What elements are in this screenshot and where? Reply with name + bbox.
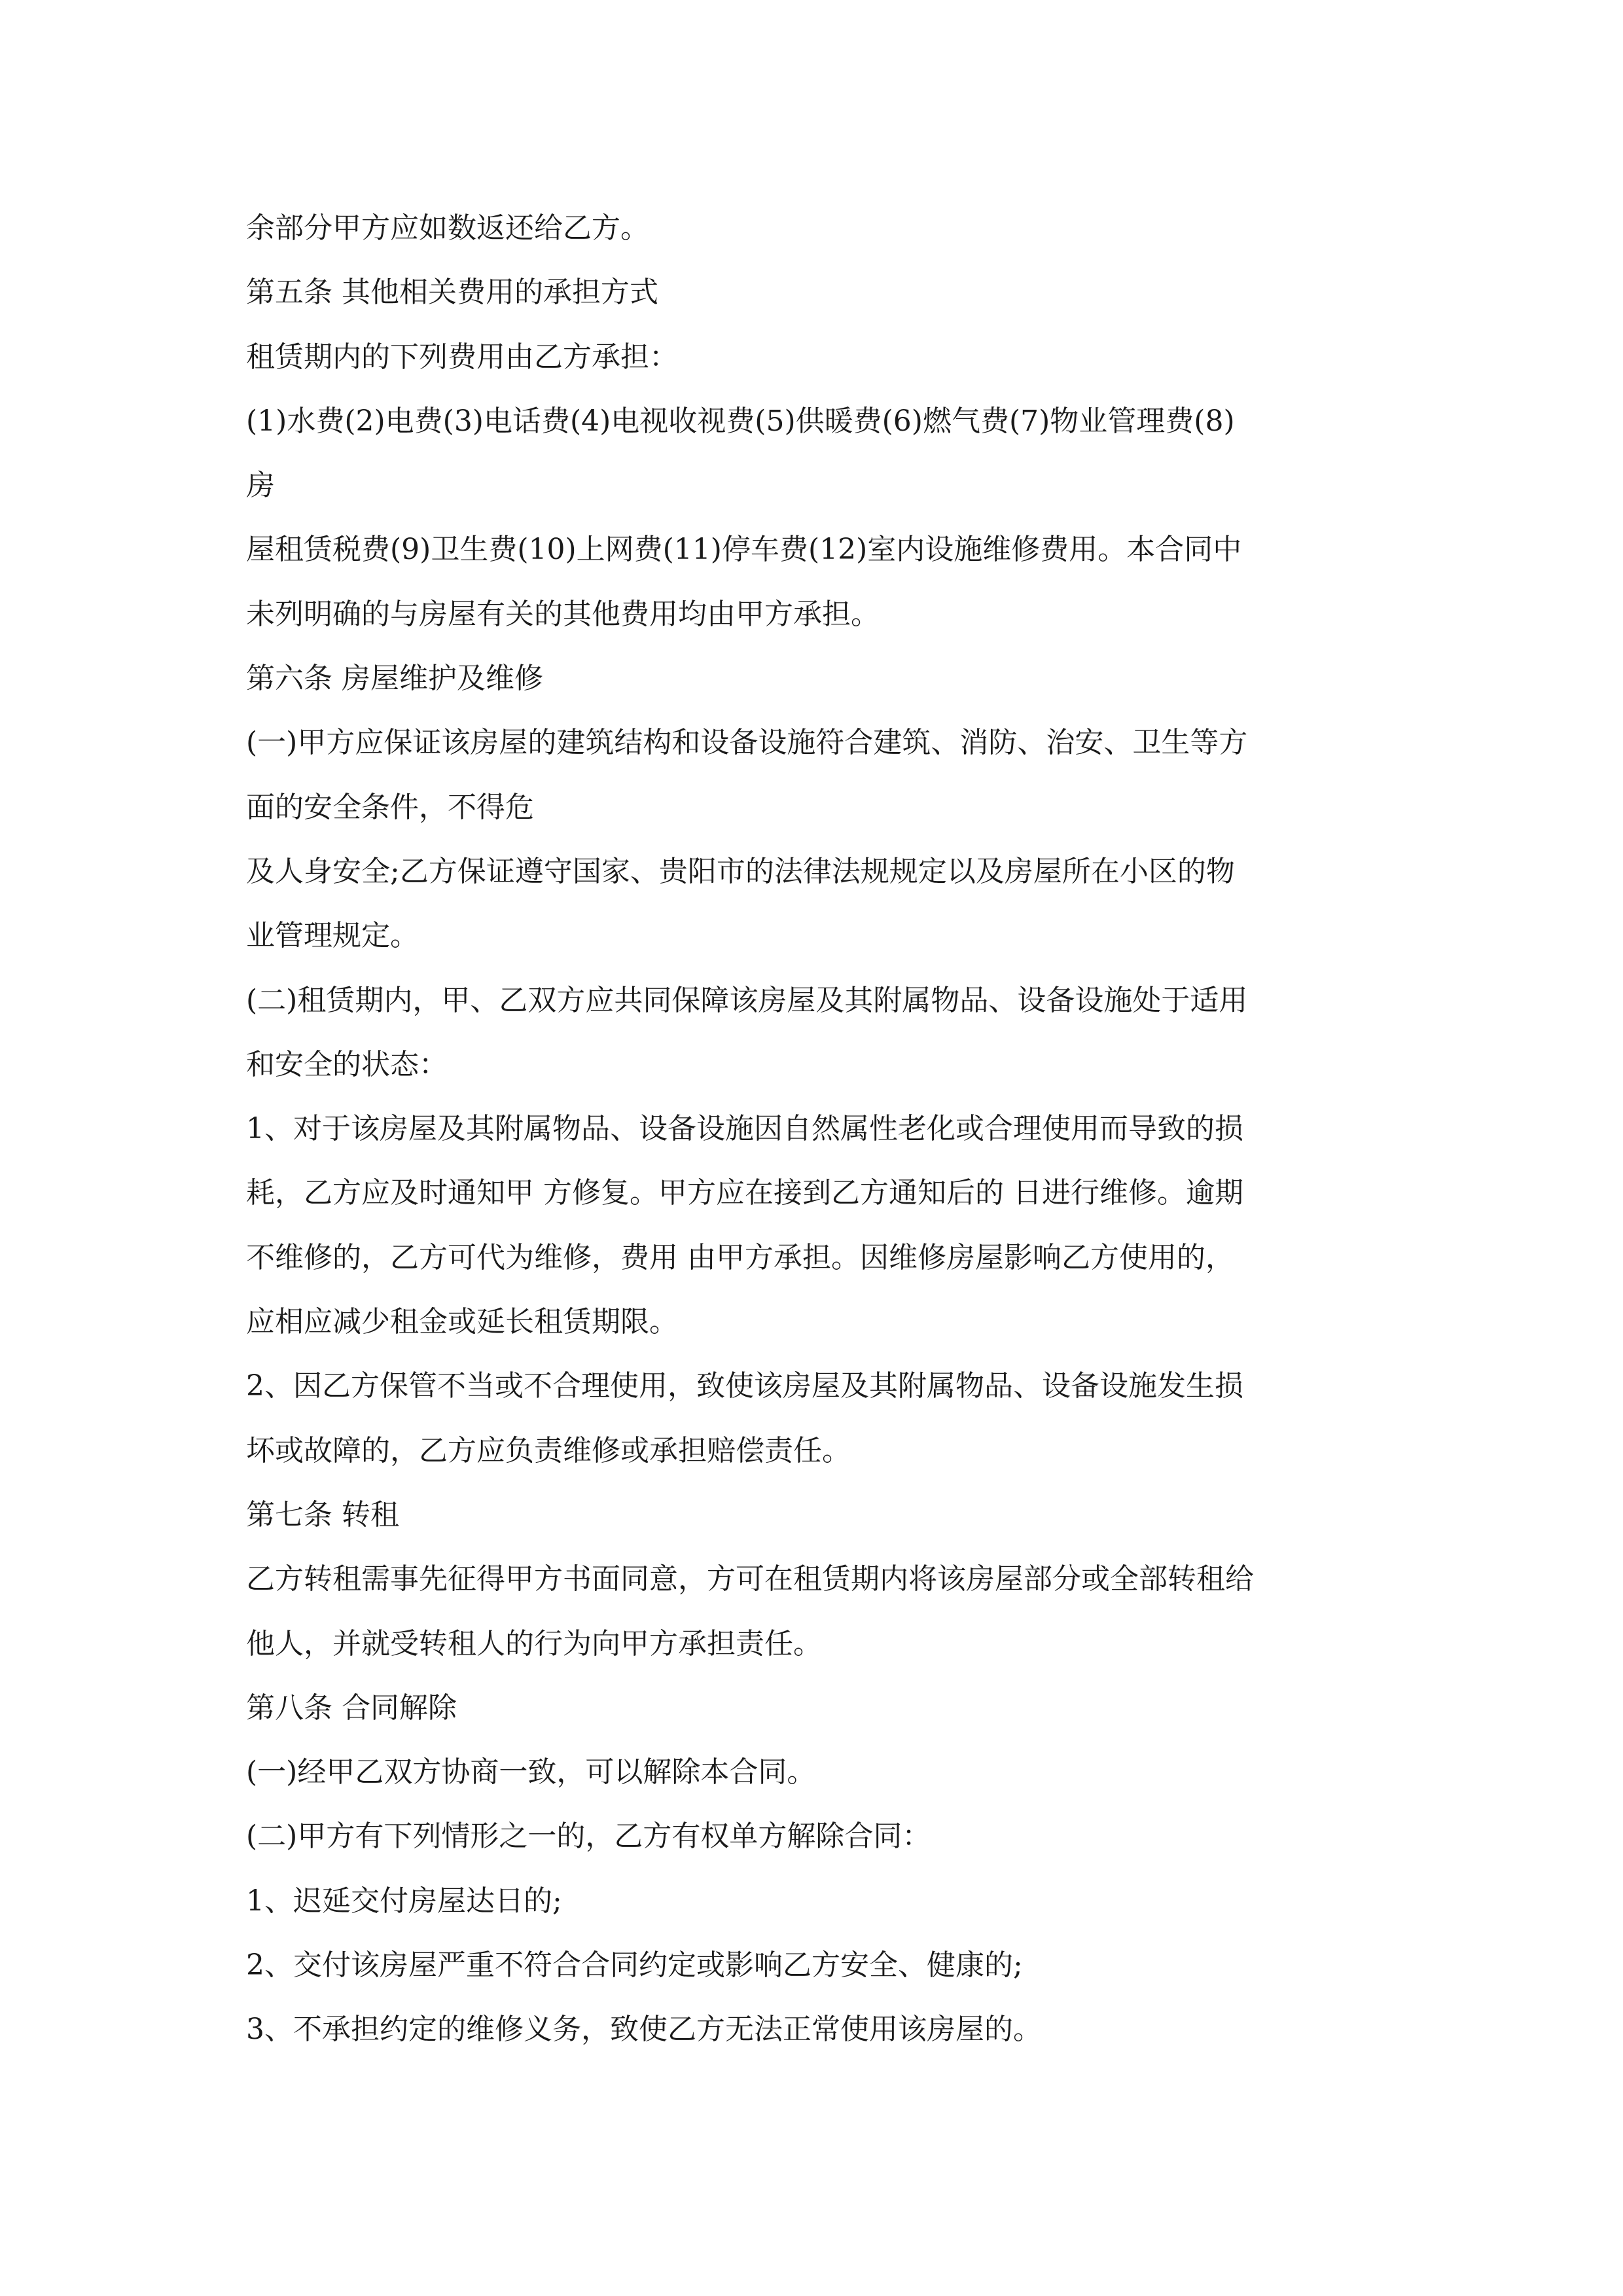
text-line: 未列明确的与房屋有关的其他费用均由甲方承担。	[246, 597, 880, 631]
text-line: 3、不承担约定的维修义务，致使乙方无法正常使用该房屋的。	[246, 2013, 1042, 2047]
text-line: (1)水费(2)电费(3)电话费(4)电视收视费(5)供暖费(6)燃气费(7)物业管理费(8)	[246, 404, 1235, 438]
section-heading: 第五条 其他相关费用的承担方式	[246, 276, 658, 310]
text-line: 余部分甲方应如数返还给乙方。	[246, 211, 649, 245]
text-line: 1、迟延交付房屋达日的;	[246, 1884, 562, 1918]
text-line: 房	[246, 469, 275, 503]
text-line: 屋租赁税费(9)卫生费(10)上网费(11)停车费(12)室内设施维修费用。本合同中	[246, 533, 1242, 567]
section-heading: 第六条 房屋维护及维修	[246, 662, 543, 696]
document-body	[246, 196, 1398, 2062]
text-line: 租赁期内的下列费用由乙方承担：	[246, 340, 678, 374]
text-line: (一)甲方应保证该房屋的建筑结构和设备设施符合建筑、消防、治安、卫生等方	[246, 726, 1248, 760]
text-line: 面的安全条件，不得危	[246, 790, 534, 824]
text-line: (二)租赁期内，甲、乙双方应共同保障该房屋及其附属物品、设备设施处于适用	[246, 983, 1248, 1017]
text-line: 坏或故障的，乙方应负责维修或承担赔偿责任。	[246, 1433, 851, 1467]
text-line: 不维修的，乙方可代为维修，费用 由甲方承担。因维修房屋影响乙方使用的，	[246, 1240, 1234, 1274]
text-line: 应相应减少租金或延长租赁期限。	[246, 1305, 678, 1339]
text-line: (二)甲方有下列情形之一的，乙方有权单方解除合同：	[246, 1820, 931, 1854]
text-line: 业管理规定。	[246, 919, 419, 953]
text-line: 乙方转租需事先征得甲方书面同意，方可在租赁期内将该房屋部分或全部转租给	[246, 1562, 1254, 1596]
section-heading: 第七条 转租	[246, 1498, 399, 1532]
text-line: 和安全的状态：	[246, 1047, 448, 1081]
section-heading: 第八条 合同解除	[246, 1691, 457, 1725]
text-line: 1、对于该房屋及其附属物品、设备设施因自然属性老化或合理使用而导致的损	[246, 1112, 1243, 1146]
text-line: 他人，并就受转租人的行为向甲方承担责任。	[246, 1626, 822, 1660]
text-line: 2、因乙方保管不当或不合理使用，致使该房屋及其附属物品、设备设施发生损	[246, 1369, 1243, 1403]
text-line: (一)经甲乙双方协商一致，可以解除本合同。	[246, 1755, 816, 1789]
text-line: 2、交付该房屋严重不符合合同约定或影响乙方安全、健康的;	[246, 1948, 1023, 1982]
text-line: 耗，乙方应及时通知甲 方修复。甲方应在接到乙方通知后的 日进行维修。逾期	[246, 1176, 1243, 1210]
text-line: 及人身安全;乙方保证遵守国家、贵阳市的法律法规规定以及房屋所在小区的物	[246, 854, 1235, 888]
